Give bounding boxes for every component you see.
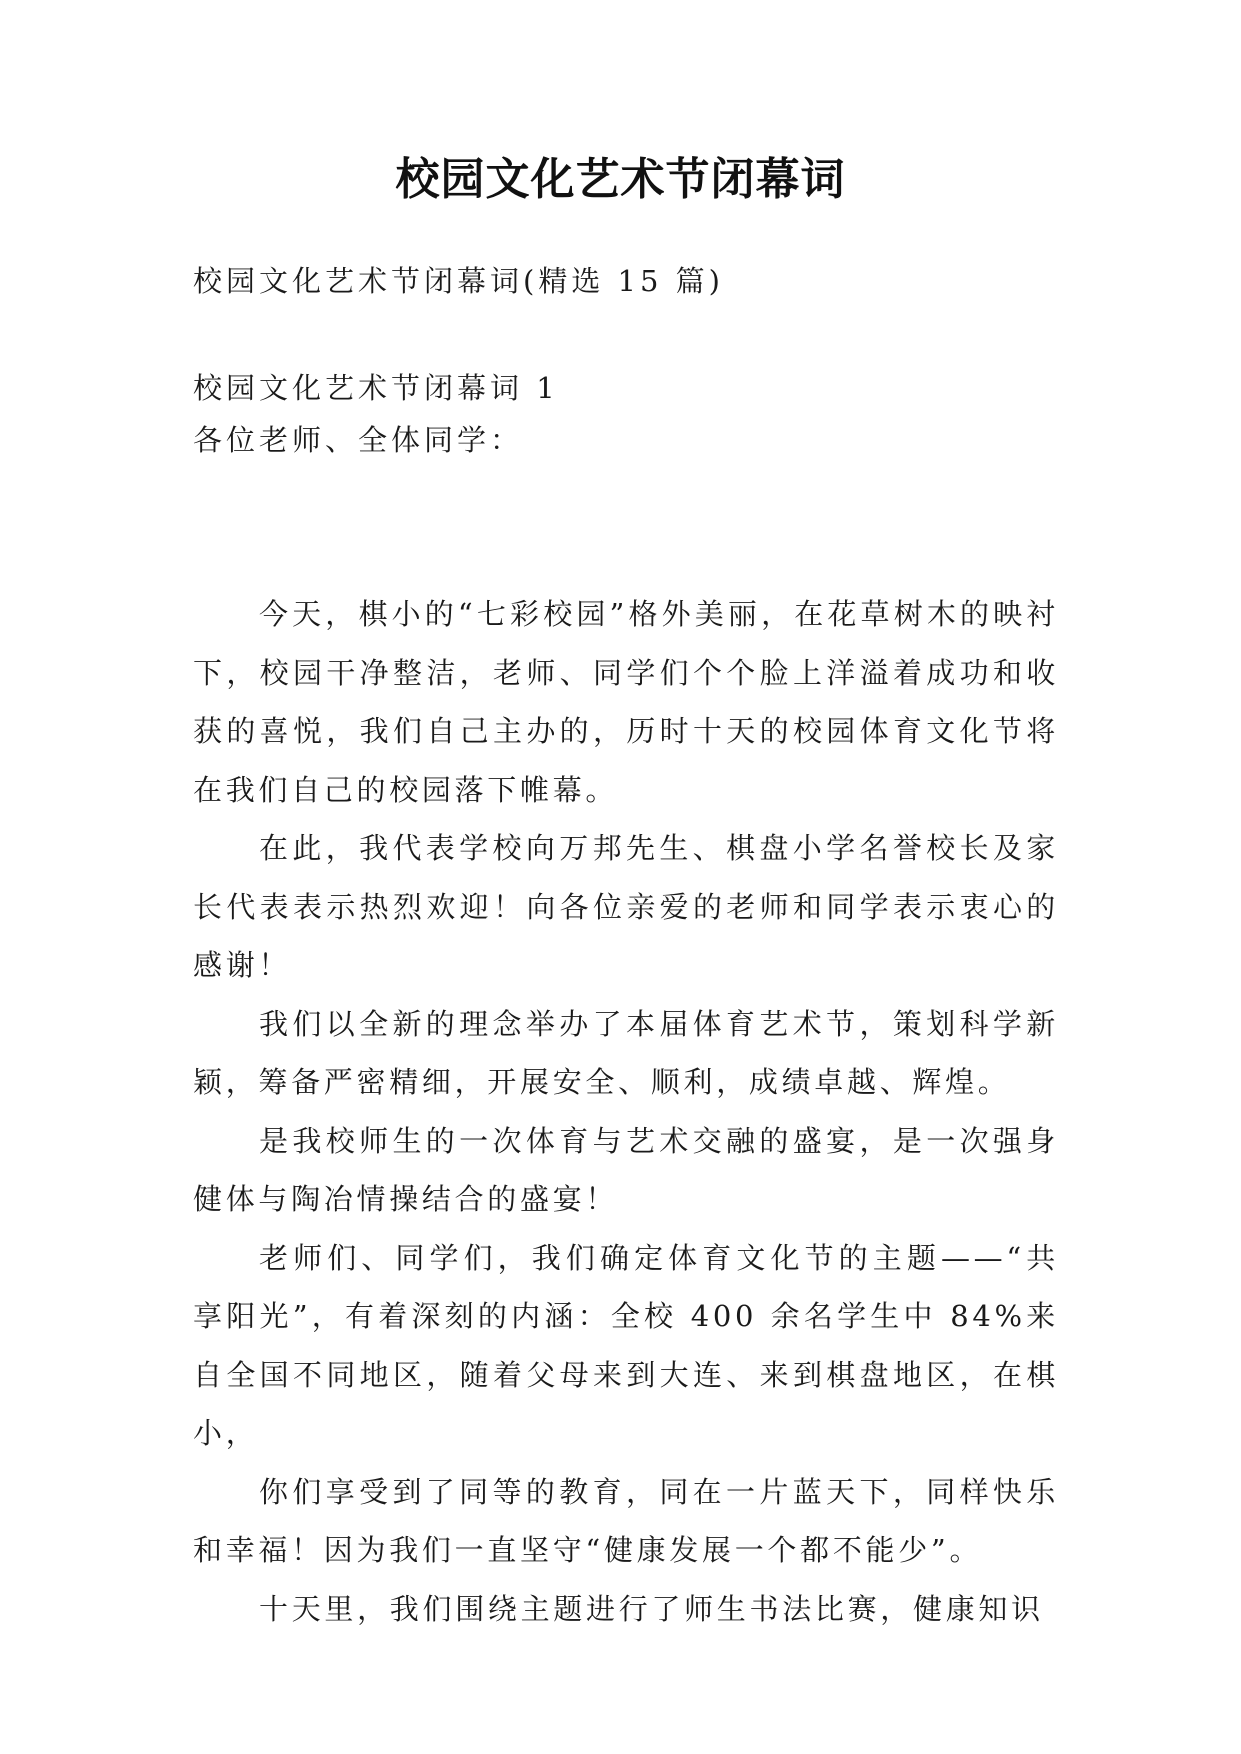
- paragraph: 老师们、同学们，我们确定体育文化节的主题——“共享阳光”，有着深刻的内涵：全校 400 余名学生中 84%来自全国不同地区，随着父母来到大连、来到棋盘地区，在棋小，: [193, 1240, 1059, 1450]
- section-heading: 校园文化艺术节闭幕词 1: [193, 371, 559, 405]
- greeting: 各位老师、全体同学：: [193, 423, 524, 457]
- paragraph: 在此，我代表学校向万邦先生、棋盘小学名誉校长及家长代表表示热烈欢迎！向各位亲爱的老师和同学表示衷心的感谢！: [193, 831, 1059, 982]
- paragraph: 是我校师生的一次体育与艺术交融的盛宴，是一次强身健体与陶冶情操结合的盛宴！: [193, 1123, 1059, 1216]
- paragraph: 今天，棋小的“七彩校园”格外美丽，在花草树木的映衬下，校园干净整洁，老师、同学们个个脸上洋溢着成功和收获的喜悦，我们自己主办的，历时十天的校园体育文化节将在我们自己的校园落下帷幕。: [193, 597, 1059, 807]
- document-body: [193, 585, 1059, 1638]
- paragraph: 你们享受到了同等的教育，同在一片蓝天下，同样快乐和幸福！因为我们一直坚守“健康发展一个都不能少”。: [193, 1474, 1059, 1567]
- paragraph: 十天里，我们围绕主题进行了师生书法比赛，健康知识: [259, 1591, 1044, 1626]
- paragraph: 我们以全新的理念举办了本届体育艺术节，策划科学新颖，筹备严密精细，开展安全、顺利，成绩卓越、辉煌。: [193, 1006, 1059, 1099]
- document-title: 校园文化艺术节闭幕词: [395, 154, 846, 205]
- document-subtitle: 校园文化艺术节闭幕词(精选 15 篇): [193, 264, 724, 298]
